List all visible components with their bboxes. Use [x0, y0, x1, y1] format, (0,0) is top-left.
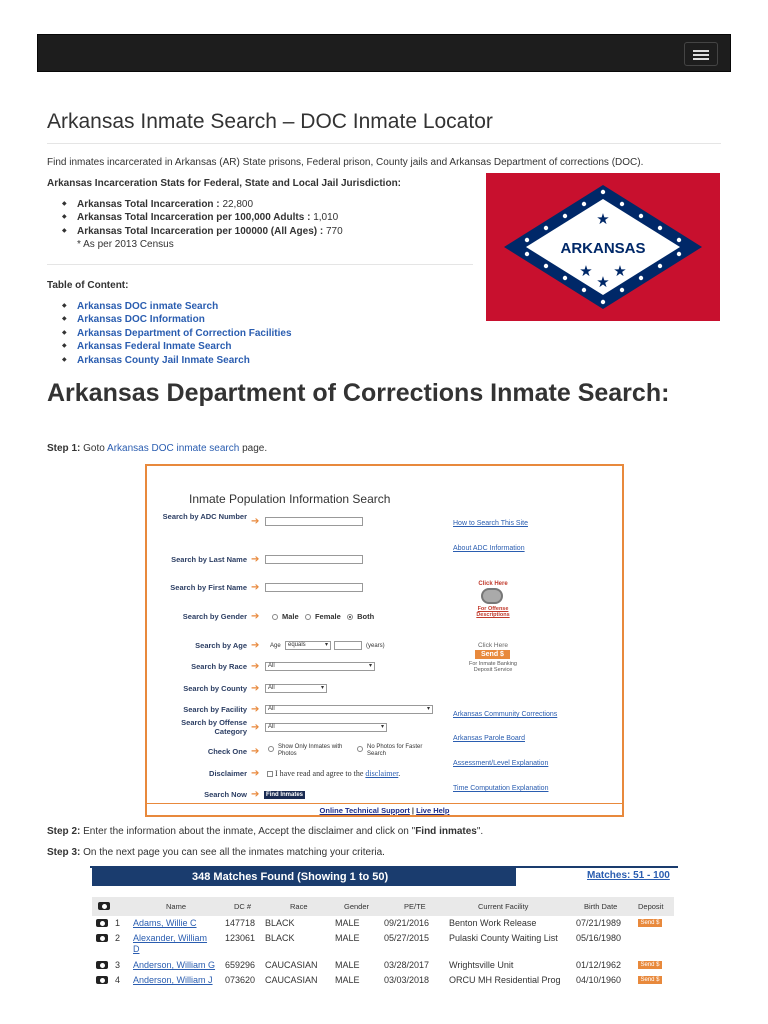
birth-date: 01/12/1962 [576, 960, 622, 970]
age-operator-select[interactable]: equals ▾ [285, 641, 331, 650]
inmate-name-link[interactable]: Anderson, William G [133, 960, 216, 970]
disclaimer-checkbox[interactable] [267, 771, 273, 777]
svg-text:★: ★ [596, 210, 610, 228]
toc-link[interactable]: Arkansas Federal Inmate Search [77, 341, 232, 353]
age-label: Search by Age [195, 641, 247, 650]
divider [47, 264, 473, 265]
step-1: Step 1: Goto Arkansas DOC inmate search page. [47, 443, 268, 454]
assessment-level-link[interactable]: Assessment/Level Explanation [453, 760, 549, 767]
race: CAUCASIAN [265, 960, 318, 970]
flag-text: ARKANSAS [560, 240, 646, 257]
camera-icon[interactable] [96, 961, 108, 969]
no-photos-radio[interactable] [357, 746, 363, 752]
hamburger-menu-icon[interactable] [684, 42, 718, 66]
birth-date: 04/10/1960 [576, 975, 622, 985]
toc-link[interactable]: Arkansas DOC inmate Search [77, 301, 219, 312]
deposit-button[interactable]: Send $ [638, 961, 662, 969]
gear-icon[interactable] [481, 588, 503, 604]
page-title: Arkansas Inmate Search – DOC Inmate Locator [47, 110, 493, 133]
matches-banner: 348 Matches Found (Showing 1 to 50) [92, 868, 516, 886]
facility-select[interactable]: All ▾ [265, 705, 433, 714]
header-cell: Deposit [638, 902, 664, 911]
section-heading: Arkansas Department of Corrections Inmate Search: [47, 379, 670, 407]
live-help-link[interactable]: Live Help [416, 806, 450, 815]
toc-item [47, 327, 292, 340]
toc-link[interactable]: Arkansas Department of Correction Facilities [77, 327, 292, 339]
disclaimer-label: Disclaimer [209, 769, 247, 778]
deposit-button[interactable]: Send $ [638, 919, 662, 927]
race-label: Search by Race [191, 662, 247, 671]
gender: MALE [335, 975, 360, 985]
toc-item [47, 340, 292, 353]
offense-select[interactable]: All ▾ [265, 723, 387, 732]
camera-icon[interactable] [96, 919, 108, 927]
pete-date: 09/21/2016 [384, 918, 430, 928]
disclaimer-link[interactable]: disclaimer [365, 769, 399, 778]
technical-support-link[interactable]: Online Technical Support [319, 806, 410, 815]
photos-option: Show Only Inmates with Photos [268, 744, 358, 758]
table-of-contents [47, 300, 292, 367]
county-select[interactable]: All ▾ [265, 684, 327, 693]
row-number: 4 [115, 975, 121, 985]
photos-radio[interactable] [268, 746, 274, 752]
age-prefix: Age [270, 643, 281, 649]
pete-date: 05/27/2015 [384, 933, 430, 943]
header-cell: PE/TE [404, 902, 426, 911]
adc-label: Search by ADC Number [162, 512, 247, 521]
male-radio[interactable] [272, 614, 278, 620]
dc-number: 123061 [225, 933, 256, 943]
stat-item: ◆ Arkansas Total Incarceration per 100,000 Adults : 1,010 [47, 211, 343, 224]
about-adc-link[interactable]: About ADC Information [453, 545, 525, 552]
step-3: Step 3: On the next page you can see all the inmates matching your criteria. [47, 847, 385, 858]
both-radio[interactable] [347, 614, 353, 620]
female-radio[interactable] [305, 614, 311, 620]
row-number: 1 [115, 918, 121, 928]
birth-date: 05/16/1980 [576, 933, 622, 943]
deposit-click-here: Click Here [478, 642, 508, 649]
inmate-name-link[interactable]: Alexander, William [133, 933, 208, 943]
svg-text:★: ★ [579, 262, 593, 280]
current-facility: Benton Work Release [449, 918, 537, 928]
gender: MALE [335, 918, 360, 928]
dc-number: 147718 [225, 918, 256, 928]
parole-board-link[interactable]: Arkansas Parole Board [453, 735, 525, 742]
header-cell: Race [290, 902, 308, 911]
birth-date: 07/21/1989 [576, 918, 622, 928]
next-matches-link[interactable]: Matches: 51 - 100 [587, 870, 670, 881]
pete-date: 03/03/2018 [384, 975, 430, 985]
check-one-label: Check One [207, 747, 247, 756]
arrow-icon: ➔ [251, 683, 260, 694]
gender-label: Search by Gender [182, 612, 247, 621]
banking-text: For Inmate Banking Deposit Service [469, 661, 517, 673]
divider [47, 143, 721, 144]
form-title: Inmate Population Information Search [189, 492, 391, 506]
arrow-icon: ➔ [251, 516, 260, 527]
header-cell: DC # [234, 902, 252, 911]
gender: MALE [335, 960, 360, 970]
arrow-icon: ➔ [251, 722, 260, 733]
census-note: * As per 2013 Census [77, 239, 174, 251]
offense-description-link[interactable]: For Offense Descriptions [476, 606, 510, 618]
arrow-icon: ➔ [251, 661, 260, 672]
age-unit: (years) [366, 643, 385, 649]
pete-date: 03/28/2017 [384, 960, 430, 970]
arrow-icon: ➔ [251, 611, 260, 622]
header-cell: Name [166, 902, 187, 911]
intro-text: Find inmates incarcerated in Arkansas (AR) State prisons, Federal prison, County jails and Arkansas Department of corrections (DOC). [47, 157, 644, 168]
facility-label: Search by Facility [183, 705, 247, 714]
last-name-label: Search by Last Name [171, 555, 247, 564]
arrow-icon: ➔ [251, 582, 260, 593]
stats-list [47, 198, 343, 251]
row-number: 2 [115, 933, 121, 943]
arkansas-flag-image [486, 173, 720, 321]
toc-item [47, 313, 292, 326]
toc-link[interactable]: Arkansas DOC Information [77, 314, 205, 326]
divider [147, 803, 622, 804]
first-name-label: Search by First Name [170, 583, 247, 592]
race: CAUCASIAN [265, 975, 318, 985]
arrow-icon: ➔ [251, 640, 260, 651]
toc-item [47, 300, 292, 313]
camera-icon[interactable] [96, 976, 108, 984]
disclaimer-text: I have read and agree to the disclaimer. [267, 769, 400, 778]
offense-label: Search by Offense Category [181, 718, 247, 736]
inmate-name-link[interactable]: Adams, Willie C [133, 918, 197, 928]
camera-icon[interactable] [96, 934, 108, 942]
header-cell: Gender [344, 902, 370, 911]
gender-radios: Male Female Both [272, 612, 374, 621]
header-cell: Birth Date [584, 902, 618, 911]
inmate-name-link[interactable]: Anderson, William J [133, 975, 213, 985]
dc-number: 659296 [225, 960, 256, 970]
svg-text:★: ★ [596, 273, 610, 291]
race-select[interactable]: All ▾ [265, 662, 375, 671]
results-screenshot [90, 866, 678, 996]
step-2: Step 2: Enter the information about the inmate, Accept the disclaimer and click on "Find inmates". [47, 826, 484, 837]
toc-link[interactable]: Arkansas County Jail Inmate Search [77, 354, 250, 366]
stat-item: ◆ Arkansas Total Incarceration per 100000 (All Ages) : 770 [47, 225, 343, 238]
current-facility: ORCU MH Residential Prog [449, 975, 561, 985]
arrow-icon: ➔ [251, 746, 260, 757]
how-to-search-link[interactable]: How to Search This Site [453, 520, 528, 527]
offense-click-here[interactable]: Click Here [478, 581, 508, 587]
find-inmates-button[interactable]: Find Inmates [266, 792, 304, 798]
camera-icon [98, 902, 110, 910]
arrow-icon: ➔ [251, 554, 260, 565]
deposit-button[interactable]: Send $ [638, 976, 662, 984]
dc-number: 073620 [225, 975, 256, 985]
arrow-icon: ➔ [251, 789, 260, 800]
inmate-name-link-cont[interactable]: D [133, 944, 140, 954]
toc-heading: Table of Content: [47, 280, 129, 291]
doc-search-link[interactable]: Arkansas DOC inmate search [107, 443, 240, 454]
header-cell: Current Facility [478, 902, 529, 911]
first-name-input[interactable] [265, 583, 363, 592]
current-facility: Pulaski County Waiting List [449, 933, 558, 943]
toc-item [47, 354, 292, 367]
county-label: Search by County [183, 684, 247, 693]
last-name-input[interactable] [265, 555, 363, 564]
current-facility: Wrightsville Unit [449, 960, 514, 970]
arrow-icon: ➔ [251, 704, 260, 715]
race: BLACK [265, 933, 295, 943]
time-computation-link[interactable]: Time Computation Explanation [453, 785, 549, 792]
svg-text:★: ★ [613, 262, 627, 280]
gender: MALE [335, 933, 360, 943]
top-navbar [37, 34, 731, 72]
support-links: Online Technical Support | Live Help [319, 806, 450, 815]
age-input[interactable] [334, 641, 362, 650]
stat-item: ◆ Arkansas Total Incarceration : 22,800 [47, 198, 343, 211]
community-corrections-link[interactable]: Arkansas Community Corrections [453, 711, 558, 718]
stats-heading: Arkansas Incarceration Stats for Federal, State and Local Jail Jurisdiction: [47, 178, 402, 189]
send-money-button[interactable]: Send $ [475, 650, 510, 659]
race: BLACK [265, 918, 295, 928]
no-photos-option: No Photos for Faster Search [357, 744, 427, 758]
search-form-screenshot [145, 464, 624, 817]
search-now-label: Search Now [204, 790, 247, 799]
results-header-row [92, 897, 674, 916]
arrow-icon: ➔ [251, 768, 260, 779]
row-number: 3 [115, 960, 121, 970]
adc-input[interactable] [265, 517, 363, 526]
